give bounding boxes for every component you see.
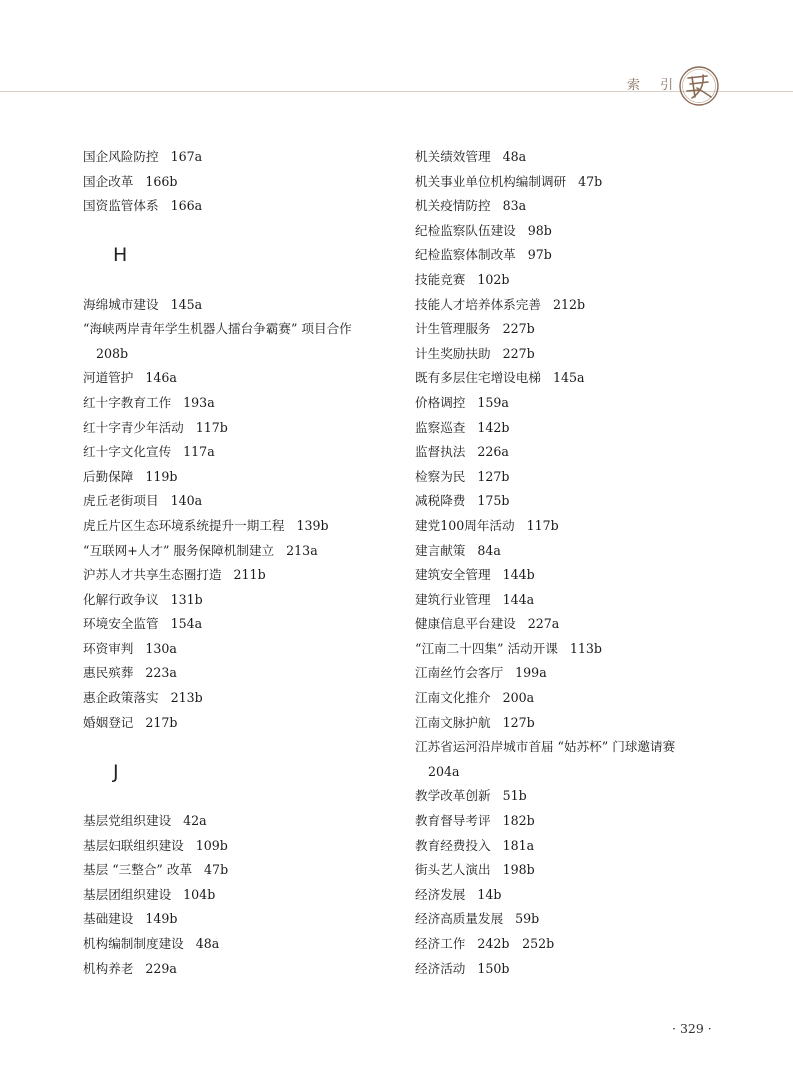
index-entry <box>415 342 735 367</box>
index-entry-page: 127b <box>477 468 510 484</box>
index-entry-term: 机关绩效管理 <box>415 149 491 164</box>
index-entry-page: 227b <box>502 321 535 337</box>
index-entry-page-continuation: 208b <box>96 345 129 361</box>
index-entry-page: 193a <box>183 394 215 410</box>
index-entry <box>415 612 735 637</box>
index-entry <box>415 883 735 908</box>
index-entry-page: 154a <box>170 616 203 632</box>
index-entry-term: 监督执法 <box>415 444 466 460</box>
index-letter-heading: H <box>113 244 128 267</box>
index-entry-term: 既有多层住宅增设电梯 <box>415 370 541 386</box>
index-entry-page: 47b <box>204 862 229 878</box>
index-entry-page: 227a <box>527 616 560 632</box>
index-entry-term: 婚姻登记 <box>83 714 134 730</box>
index-entry-page: 182b <box>502 813 535 829</box>
index-entry-page: 181a <box>502 837 535 853</box>
index-entry <box>83 932 403 957</box>
index-entry <box>415 366 735 391</box>
index-entry-term: 国资监管体系 <box>83 198 159 214</box>
index-entry <box>83 809 403 834</box>
section-spacer <box>83 268 403 293</box>
index-entry-page: 175b <box>477 493 510 509</box>
index-entry-page: 217b <box>145 714 178 730</box>
index-entry-term: 建筑行业管理 <box>415 591 491 607</box>
index-entry <box>415 293 735 318</box>
index-entry-page: 213b <box>170 690 203 706</box>
index-entry-term: 教学改革创新 <box>415 788 491 804</box>
index-entry <box>415 416 735 441</box>
index-entry <box>83 661 403 686</box>
index-entry <box>83 293 403 318</box>
index-entry-term: 惠民殡葬 <box>83 665 134 681</box>
index-entry-term: “互联网+人才” 服务保障机制建立 <box>83 542 275 558</box>
index-entry <box>415 219 735 244</box>
index-entry-term: 建筑安全管理 <box>415 567 491 583</box>
index-entry <box>415 932 735 957</box>
index-entry <box>415 489 735 514</box>
index-entry-term: 经济高质量发展 <box>415 911 504 927</box>
index-entry-term: 减税降费 <box>415 493 466 509</box>
index-entry-page: 223a <box>145 665 177 681</box>
index-entry-page: 117b <box>526 517 559 533</box>
index-entry-page: 200a <box>502 690 535 706</box>
index-entry-term: 江南丝竹会客厅 <box>415 665 504 681</box>
index-entry-term: 检察为民 <box>415 468 466 484</box>
index-entry-page: 166a <box>170 198 203 214</box>
index-entry-page-continuation: 204a <box>428 763 460 779</box>
index-entry-term: 建党100周年活动 <box>415 517 515 533</box>
index-entry-term: 环资审判 <box>83 640 134 656</box>
index-entry <box>415 809 735 834</box>
index-entry-term: 基层团组织建设 <box>83 886 172 902</box>
index-entry-page: 144b <box>502 567 535 583</box>
index-entry-page: 97b <box>527 247 552 263</box>
index-entry-page: 117a <box>183 444 215 460</box>
index-entry-term: 经济工作 <box>415 936 466 951</box>
index-entry-page: 42a <box>183 813 207 829</box>
index-entry-term: 监察巡查 <box>415 419 466 435</box>
index-entry-term: 技能竞赛 <box>415 271 466 287</box>
index-entry <box>415 440 735 465</box>
index-entry-page: 146a <box>145 370 177 386</box>
section-title: 索 引 <box>627 78 682 93</box>
index-entry-term: “江南二十四集” 活动开课 <box>415 640 558 656</box>
index-entry-term: 纪检监察体制改革 <box>415 247 516 263</box>
index-entry-page: 47b <box>578 173 603 189</box>
index-entry-term: 虎丘片区生态环境系统提升一期工程 <box>83 517 285 533</box>
index-entry <box>415 317 735 342</box>
index-entry <box>83 194 403 219</box>
index-entry <box>83 366 403 391</box>
section-spacer <box>83 735 403 760</box>
index-entry-term: 技能人才培养体系完善 <box>415 296 541 312</box>
index-entry-term: 江苏省运河沿岸城市首届 “姑苏杯” 门球邀请赛 <box>415 739 676 755</box>
index-entry-term: 红十字文化宣传 <box>83 444 172 460</box>
index-entry <box>83 834 403 859</box>
index-entry-term: 惠企政策落实 <box>83 690 159 706</box>
index-entry-term: 街头艺人演出 <box>415 862 491 878</box>
index-entry-page: 48a <box>195 936 220 951</box>
index-entry-page: 109b <box>195 837 228 853</box>
index-entry-page: 145a <box>552 370 585 386</box>
index-entry <box>415 268 735 293</box>
page-number: · 329 · <box>672 1021 712 1036</box>
index-entry-page: 242b 252b <box>477 936 555 951</box>
index-entry <box>415 391 735 416</box>
index-entry-page: 83a <box>502 198 527 214</box>
index-entry <box>415 514 735 539</box>
index-entry <box>415 711 735 736</box>
index-entry-page: 199a <box>515 665 547 681</box>
index-entry-page: 140a <box>170 493 203 509</box>
index-entry <box>83 957 403 982</box>
index-letter-heading: J <box>113 760 119 783</box>
index-entry <box>83 563 403 588</box>
index-entry <box>415 735 735 760</box>
index-entry-term: 后勤保障 <box>83 468 134 484</box>
index-entry-term: 价格调控 <box>415 394 466 410</box>
index-entry-page: 98b <box>527 222 552 238</box>
index-entry <box>415 957 735 982</box>
index-entry <box>83 170 403 195</box>
index-entry <box>415 563 735 588</box>
index-entry-term: 机构养老 <box>83 960 134 976</box>
index-entry <box>83 514 403 539</box>
index-entry <box>83 489 403 514</box>
index-entry-page: 131b <box>170 591 203 607</box>
index-entry-term: 化解行政争议 <box>83 591 159 607</box>
index-entry-term: 教育经费投入 <box>415 837 491 853</box>
index-entry-term: 基层党组织建设 <box>83 813 172 829</box>
index-entry <box>415 243 735 268</box>
index-column-left <box>83 145 403 981</box>
index-entry-term: 经济活动 <box>415 960 466 976</box>
index-entry-term: 教育督导考评 <box>415 813 491 829</box>
index-entry-term: “海峡两岸青年学生机器人擂台争霸赛” 项目合作 <box>83 321 352 337</box>
index-entry-term: 红十字青少年活动 <box>83 419 184 435</box>
index-entry-page: 113b <box>569 640 602 656</box>
index-entry <box>83 588 403 613</box>
index-entry <box>415 539 735 564</box>
index-entry-page: 102b <box>477 271 510 287</box>
index-entry-page: 226a <box>477 444 509 460</box>
index-entry <box>83 465 403 490</box>
index-entry <box>415 145 735 170</box>
index-entry <box>415 170 735 195</box>
index-entry-page: 104b <box>183 886 216 902</box>
index-entry-page: 139b <box>296 517 329 533</box>
index-entry-page: 51b <box>502 788 527 804</box>
index-entry <box>415 661 735 686</box>
index-entry-term: 海绵城市建设 <box>83 296 159 312</box>
index-entry-page: 14b <box>477 886 502 902</box>
index-entry-page: 84a <box>477 542 501 558</box>
index-entry <box>83 145 403 170</box>
index-entry-term: 环境安全监管 <box>83 616 159 632</box>
index-entry <box>415 686 735 711</box>
index-entry <box>415 465 735 490</box>
index-entry-page: 227b <box>502 345 535 361</box>
index-entry-page: 211b <box>233 567 266 583</box>
index-entry <box>415 784 735 809</box>
index-entry-page: 159a <box>477 394 509 410</box>
index-entry-page: 213a <box>286 542 318 558</box>
index-entry <box>83 539 403 564</box>
index-entry-page: 130a <box>145 640 177 656</box>
index-entry <box>83 907 403 932</box>
index-entry-term: 国企风险防控 <box>83 149 159 164</box>
index-entry <box>83 858 403 883</box>
index-entry <box>415 588 735 613</box>
index-entry-term: 国企改革 <box>83 173 134 189</box>
index-entry-page: 59b <box>515 911 540 927</box>
index-entry <box>83 317 403 342</box>
index-entry <box>83 440 403 465</box>
index-entry-term: 机构编制制度建设 <box>83 936 184 951</box>
index-entry-term: 纪检监察队伍建设 <box>415 222 516 238</box>
index-entry-page: 166b <box>145 173 178 189</box>
index-entry-term: 经济发展 <box>415 886 466 902</box>
index-entry-term: 江南文化推介 <box>415 690 491 706</box>
index-entry-term: 红十字教育工作 <box>83 394 172 410</box>
index-entry-term: 基础建设 <box>83 911 134 927</box>
index-entry <box>83 686 403 711</box>
index-entry-term: 基层妇联组织建设 <box>83 837 184 853</box>
index-entry <box>83 612 403 637</box>
index-entry <box>415 834 735 859</box>
index-entry <box>415 637 735 662</box>
index-entry-term: 计生奖励扶助 <box>415 345 491 361</box>
index-entry-term: 沪苏人才共享生态圈打造 <box>83 567 222 583</box>
seal-emblem-icon <box>677 64 721 108</box>
index-entry <box>83 711 403 736</box>
index-entry-page: 119b <box>145 468 178 484</box>
index-entry-page: 144a <box>502 591 535 607</box>
index-entry-term: 健康信息平台建设 <box>415 616 516 632</box>
index-entry-term: 基层 “三整合” 改革 <box>83 862 193 878</box>
index-entry-term: 计生管理服务 <box>415 321 491 337</box>
index-entry-term: 机关疫情防控 <box>415 198 491 214</box>
index-entry <box>415 907 735 932</box>
index-entry <box>415 858 735 883</box>
index-entry-page: 145a <box>170 296 203 312</box>
index-column-right <box>415 145 735 981</box>
index-entry-term: 建言献策 <box>415 542 466 558</box>
index-entry <box>83 416 403 441</box>
index-entry-page: 167a <box>170 149 203 164</box>
index-entry-page: 142b <box>477 419 510 435</box>
index-entry-page: 127b <box>502 714 535 730</box>
index-entry <box>415 194 735 219</box>
index-entry <box>83 391 403 416</box>
index-entry-page: 229a <box>145 960 177 976</box>
index-entry-page: 150b <box>477 960 510 976</box>
index-entry-term: 河道管护 <box>83 370 134 386</box>
index-entry-term: 江南文脉护航 <box>415 714 491 730</box>
index-entry-page: 198b <box>502 862 535 878</box>
index-entry <box>83 637 403 662</box>
index-entry-page: 149b <box>145 911 178 927</box>
index-entry-page: 48a <box>502 149 527 164</box>
index-entry-term: 机关事业单位机构编制调研 <box>415 173 567 189</box>
index-entry-page: 212b <box>552 296 586 312</box>
section-spacer <box>83 219 403 244</box>
index-entry-term: 虎丘老街项目 <box>83 493 159 509</box>
index-entry <box>83 883 403 908</box>
section-spacer <box>83 784 403 809</box>
index-entry-page: 117b <box>195 419 228 435</box>
